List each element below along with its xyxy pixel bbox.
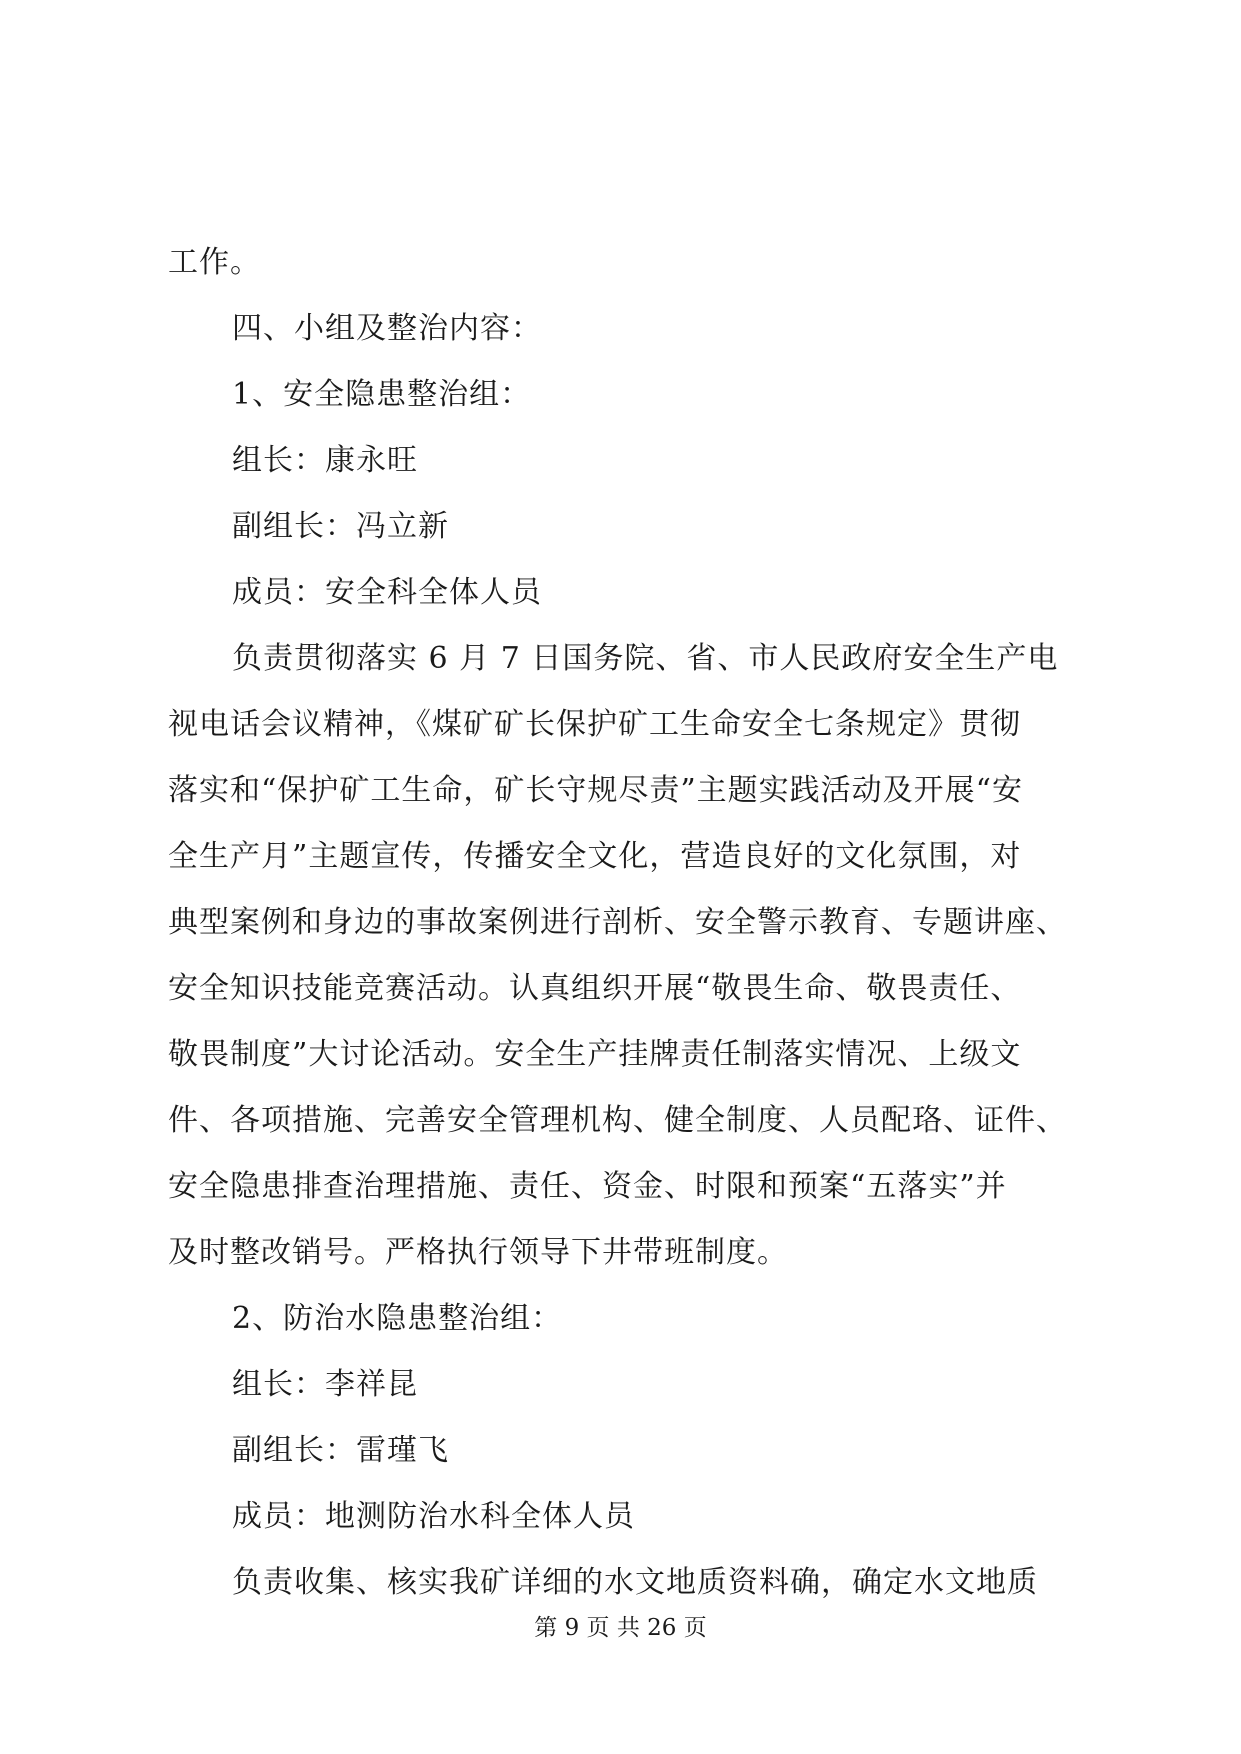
text-line: 负责收集、核实我矿详细的水文地质资料确，确定水文地质: [232, 1565, 1038, 1600]
text-line: 视电话会议精神，《煤矿矿长保护矿工生命安全七条规定》贯彻: [168, 707, 1021, 742]
text-line: 成员：安全科全体人员: [232, 575, 542, 610]
text-line: 落实和“保护矿工生命，矿长守规尽责”主题实践活动及开展“安: [168, 773, 1024, 808]
text-line: 敬畏制度”大讨论活动。安全生产挂牌责任制落实情况、上级文: [168, 1037, 1022, 1072]
text-line: 件、各项措施、完善安全管理机构、健全制度、人员配珞、证件、: [168, 1103, 1067, 1138]
text-line: 工作。: [168, 245, 261, 280]
text-line: 组长：李祥昆: [232, 1367, 418, 1402]
text-line: 四、小组及整治内容：: [232, 311, 542, 346]
text-line: 安全知识技能竞赛活动。认真组织开展“敬畏生命、敬畏责任、: [168, 971, 1022, 1006]
document-body: [168, 230, 1088, 1616]
text-line: 及时整改销号。严格执行领导下井带班制度。: [168, 1235, 788, 1270]
text-line: 2、防治水隐患整治组：: [232, 1301, 563, 1336]
text-line: 全生产月”主题宣传，传播安全文化，营造良好的文化氛围，对: [168, 839, 1022, 874]
text-line: 组长：康永旺: [232, 443, 418, 478]
text-line: 1、安全隐患整治组：: [232, 377, 532, 412]
text-line: 副组长：雷瑾飞: [232, 1433, 449, 1468]
text-line: 典型案例和身边的事故案例进行剖析、安全警示教育、专题讲座、: [168, 905, 1067, 940]
text-line: 负责贯彻落实 6 月 7 日国务院、省、市人民政府安全生产电: [232, 641, 1059, 676]
text-line: 成员：地测防治水科全体人员: [232, 1499, 635, 1534]
text-line: 安全隐患排查治理措施、责任、资金、时限和预案“五落实”并: [168, 1169, 1007, 1204]
text-line: 副组长：冯立新: [232, 509, 449, 544]
page-footer: 第 9 页 共 26 页: [534, 1615, 707, 1641]
